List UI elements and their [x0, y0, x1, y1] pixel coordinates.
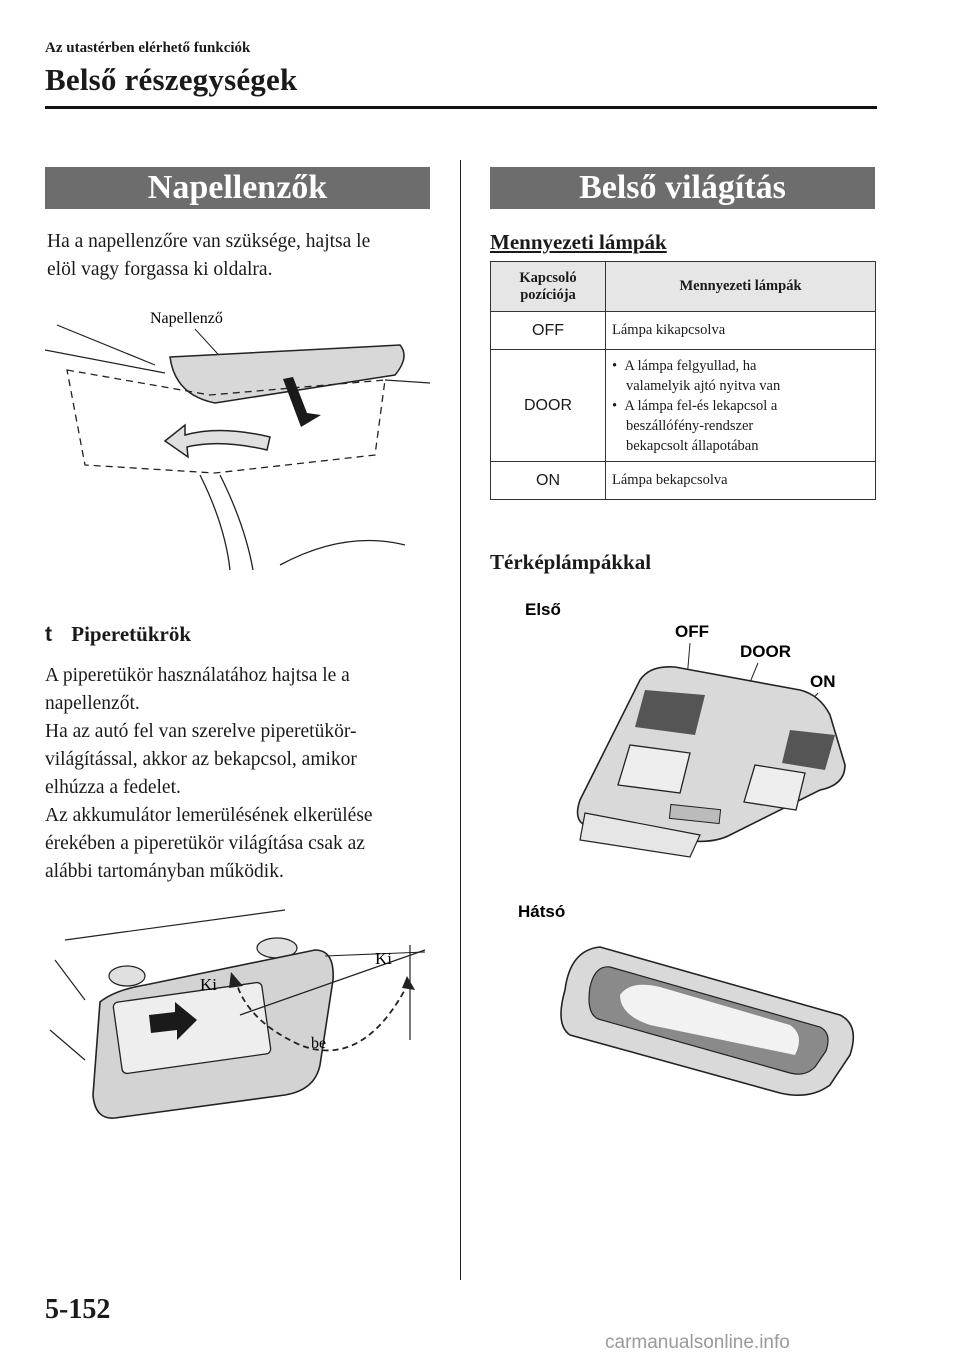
table-header-lamps: Mennyezeti lámpák	[606, 262, 876, 312]
visor-shape	[170, 345, 404, 403]
mirror-title: Piperetükrök	[71, 622, 192, 646]
header-line: pozíciója	[520, 286, 576, 303]
title-rule	[45, 106, 877, 109]
table-row	[491, 350, 876, 462]
mirror-line: érekében a piperetükör világítása csak az	[45, 833, 365, 854]
bullet-item: • A lámpa fel-és lekapcsol a beszállófény-rendszer bekapcsolt állapotában	[612, 397, 778, 454]
switch-position: ON	[491, 462, 606, 500]
roof-line	[65, 910, 285, 940]
sun-visor-banner: Napellenzők	[45, 167, 430, 209]
mirror-line: napellenzőt.	[45, 693, 140, 714]
mirror-line: alábbi tartományban működik.	[45, 861, 284, 882]
ceiling-lamp-table	[490, 261, 876, 500]
fig2-label-be: be	[311, 1035, 327, 1052]
section-marker: t	[45, 623, 52, 646]
fig2-label-ki-left: Ki	[200, 975, 217, 994]
page-number: 5-152	[45, 1294, 111, 1325]
trim-line	[50, 1030, 85, 1060]
section-kicker: Az utastérben elérhető funkciók	[45, 40, 251, 56]
door-label: DOOR	[740, 642, 791, 661]
table-row	[491, 312, 876, 350]
off-label: OFF	[675, 622, 709, 641]
page-title: Belső részegységek	[45, 62, 298, 97]
table-header-row	[491, 262, 876, 312]
seat-curve	[280, 541, 405, 566]
front-map-lamp-figure	[500, 595, 860, 875]
mirror-line: A piperetükör használatához hajtsa le a	[45, 665, 350, 686]
map-lamp-right	[744, 765, 805, 810]
fig1-label: Napellenző	[150, 310, 223, 327]
intro-line: elöl vagy forgassa ki oldalra.	[47, 259, 273, 280]
bullet-item: • A lámpa felgyullad, ha valamelyik ajtó nyitva van	[612, 357, 781, 394]
map-lamps-heading: Térképlámpákkal	[490, 550, 652, 574]
roof-edge-right	[385, 380, 430, 383]
ceiling-lamps-heading: Mennyezeti lámpák	[490, 230, 667, 254]
on-label: ON	[810, 672, 836, 691]
mirror-text	[45, 662, 373, 886]
rear-label: Hátsó	[518, 902, 566, 921]
column-divider	[460, 160, 461, 1280]
switch-position: DOOR	[491, 350, 606, 462]
watermark: carmanualsonline.info	[605, 1332, 790, 1353]
front-grille-left	[635, 690, 705, 735]
front-label: Első	[525, 600, 561, 619]
pillar-line	[200, 475, 230, 570]
table-header-switch	[491, 262, 606, 312]
mirror-heading	[45, 622, 191, 647]
mirror-line: világítással, akkor az bekapcsol, amikor	[45, 749, 357, 770]
sun-visor-intro	[47, 228, 370, 284]
rear-lamp-figure	[510, 895, 870, 1105]
arc-arrowhead	[402, 976, 415, 990]
sun-visor-figure	[45, 295, 435, 585]
mirror-line: Az akkumulátor lemerülésének elkerülése	[45, 805, 373, 826]
table-row	[491, 462, 876, 500]
map-lamp-left	[618, 745, 690, 793]
mirror-line: elhúzza a fedelet.	[45, 777, 181, 798]
lamp-state: Lámpa bekapcsolva	[606, 462, 876, 500]
visor-clip	[109, 966, 145, 986]
header-line: Kapcsoló	[519, 269, 577, 286]
trim-line	[55, 960, 85, 1000]
windshield-edge	[57, 325, 155, 365]
switch-position: OFF	[491, 312, 606, 350]
pillar-line	[220, 475, 253, 570]
vanity-mirror-figure	[45, 890, 440, 1150]
lamp-state: Lámpa kikapcsolva	[606, 312, 876, 350]
lamp-state	[606, 350, 876, 462]
swing-arrow	[165, 425, 270, 457]
intro-line: Ha a napellenzőre van szüksége, hajtsa le	[47, 231, 371, 252]
mirror-line: Ha az autó fel van szerelve piperetükör-	[45, 721, 357, 742]
interior-lighting-banner: Belső világítás	[490, 167, 875, 209]
fig2-label-ki-top: Ki	[375, 949, 392, 968]
